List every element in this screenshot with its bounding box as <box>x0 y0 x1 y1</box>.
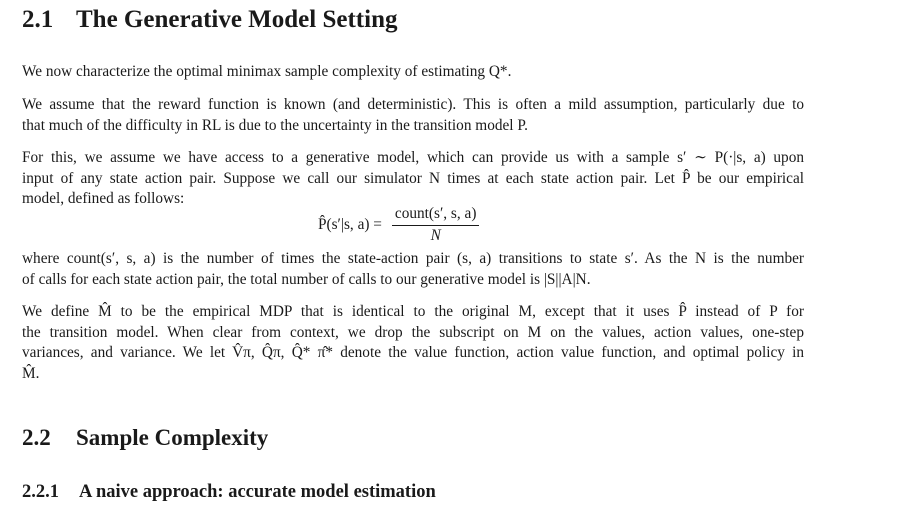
section-heading-2-1 <box>22 6 397 34</box>
paragraph-line: M̂. <box>22 364 40 382</box>
paragraph-line: that much of the difficulty in RL is due to the uncertainty in the transition model P. <box>22 116 528 134</box>
subsection-number: 2.2.1 <box>22 482 59 502</box>
equation-lhs: P̂(s′|s, a) = <box>318 216 382 233</box>
paragraph-line: of calls for each state action pair, the total number of calls to our generative model is |S||A|N. <box>22 270 591 288</box>
subsection-title: A naive approach: accurate model estimation <box>79 482 436 502</box>
section-title: The Generative Model Setting <box>76 6 398 33</box>
empirical-model-equation <box>318 205 479 245</box>
paragraph-count-definition <box>22 249 804 290</box>
paragraph-line: where count(s′, s, a) is the number of times the state-action pair (s, a) transitions to state s′. As the N is the number <box>22 250 804 267</box>
paragraph-line: For this, we assume we have access to a generative model, which can provide us with a sample s′ ∼ P(·|s, a) upon <box>22 149 804 166</box>
subsection-heading-2-2-1 <box>22 482 436 503</box>
paragraph-line: We define M̂ to be the empirical MDP that is identical to the original M, except that it uses P̂ instead of P for <box>22 303 804 320</box>
paragraph-empirical-mdp <box>22 302 804 384</box>
paragraph-reward-assumption <box>22 95 804 136</box>
paragraph-line: the transition model. When clear from context, we drop the subscript on M on the values, action values, one-step <box>22 323 804 341</box>
section-number: 2.1 <box>22 6 54 33</box>
equation-fraction <box>392 205 480 245</box>
paragraph-line: We now characterize the optimal minimax sample complexity of estimating Q*. <box>22 63 512 80</box>
paragraph-intro <box>22 62 804 83</box>
paragraph-generative-model <box>22 148 804 210</box>
paragraph-line: input of any state action pair. Suppose we call our simulator N times at each state action pair. Let P̂ be our empirical <box>22 169 804 187</box>
section-heading-2-2 <box>22 425 268 451</box>
equation-numerator: count(s′, s, a) <box>392 205 480 226</box>
paragraph-line: We assume that the reward function is known (and deterministic). This is often a mild assumption, particularly due to <box>22 96 804 113</box>
paragraph-line: variances, and variance. We let V̂π, Q̂π, Q̂* π̂* denote the value function, action value function, and optimal policy in <box>22 344 804 361</box>
paragraph-line: model, defined as follows: <box>22 190 185 207</box>
equation-denominator: N <box>430 227 441 244</box>
section-number: 2.2 <box>22 425 51 450</box>
section-title: Sample Complexity <box>76 425 269 450</box>
